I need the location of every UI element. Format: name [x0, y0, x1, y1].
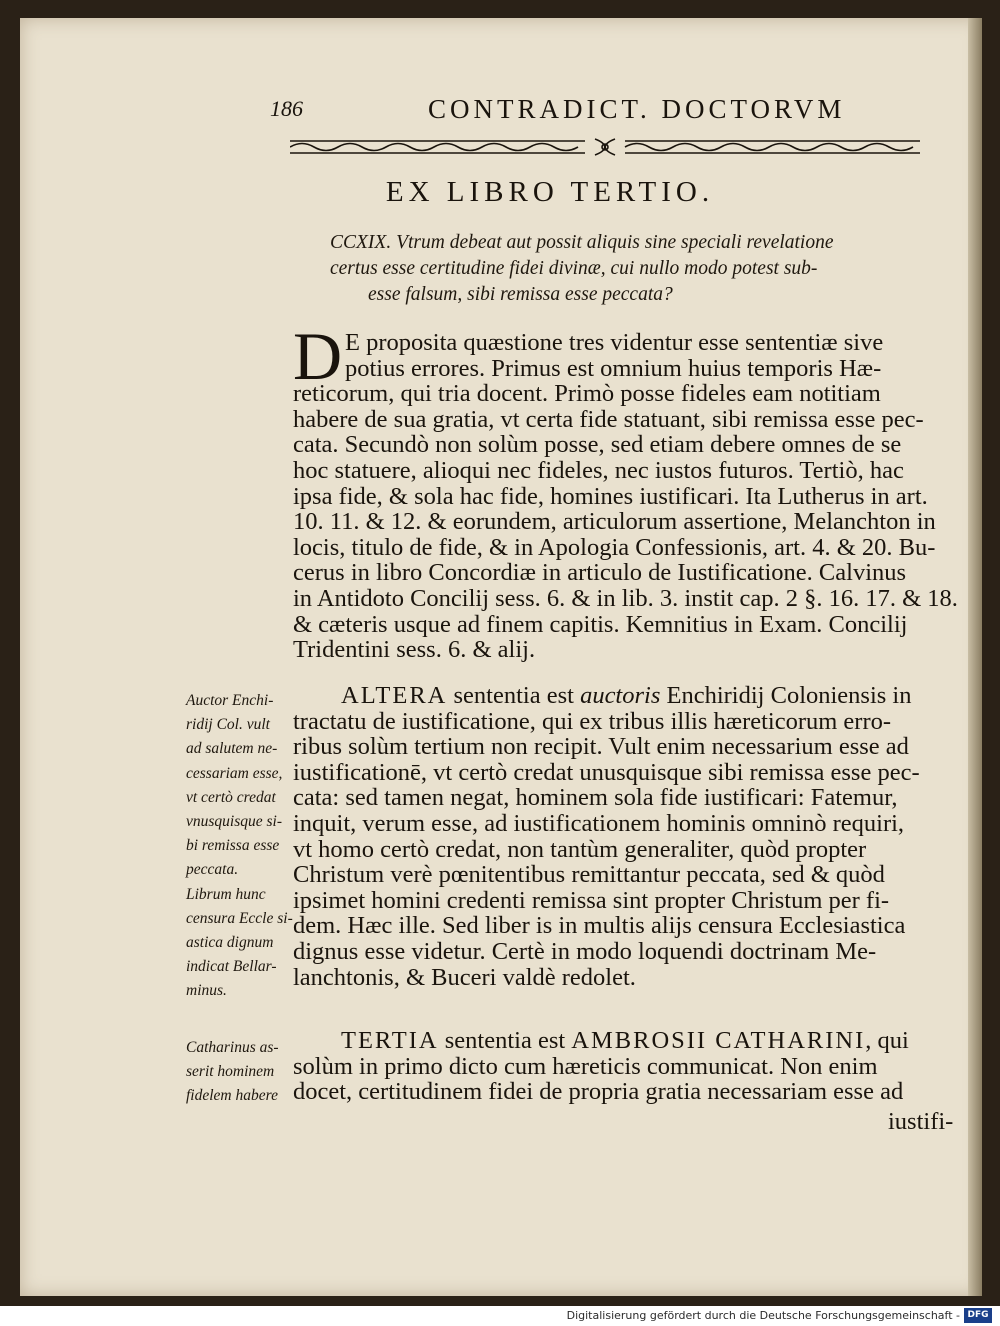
marginal-line: astica dignum [186, 934, 274, 952]
page-edge [968, 18, 982, 1296]
marginal-line: minus. [186, 982, 227, 1000]
dfg-logo: DFG [964, 1308, 992, 1323]
marginal-line: cessariam esse, [186, 764, 283, 782]
marginal-line: indicat Bellar- [186, 958, 277, 976]
text-line: reticorum, qui tria docent. Primò posse fideles eam notitiam [293, 380, 881, 408]
text-line: & cæteris usque ad finem capitis. Kemnitius in Exam. Concilij [293, 610, 908, 638]
paragraph-3 [293, 1028, 955, 1105]
marginal-line: Auctor Enchi- [186, 692, 274, 709]
text-line: potius errores. Primus est omnium huius temporis Hæ- [345, 354, 882, 382]
question-line: esse falsum, sibi remissa esse peccata? [368, 284, 673, 305]
text-line: iustificationē, vt certò credat unusquisque sibi remissa esse pec- [293, 758, 920, 786]
text-line: hoc statuere, alioqui nec fideles, nec iustos futuros. Tertiò, hac [293, 456, 904, 484]
footer-bar [0, 1306, 1000, 1326]
lead-text: Enchiridij Coloniensis in [660, 682, 912, 709]
text-line: cerus in libro Concordiæ in articulo de Iustificatione. Calvinus [293, 559, 907, 587]
author-name: AMBROSII CATHARINI [571, 1027, 866, 1054]
marginal-note-1 [186, 689, 294, 1004]
marginal-note-2 [186, 1036, 294, 1109]
text-line: dem. Hæc ille. Sed liber is in multis alijs censura Ecclesiastica [293, 912, 906, 940]
paragraph-2 [293, 683, 955, 990]
text-line: ribus solùm tertium non recipit. Vult enim necessarium esse ad [293, 733, 909, 761]
text-line: inquit, verum esse, ad iustificationem hominis omninò requiri, [293, 809, 905, 837]
drop-cap: D [293, 318, 343, 394]
running-title: CONTRADICT. DOCTORVM [428, 94, 846, 124]
text-line: ipsa fide, & sola hac fide, homines iustificari. Ita Lutherus in art. [293, 482, 928, 510]
text-line: tractatu de iustificatione, qui ex tribus illis hæreticorum erro- [293, 707, 892, 735]
text-line: Tridentini sess. 6. & alij. [293, 636, 536, 664]
text-line: docet, certitudinem fidei de propria gratia necessariam esse ad [293, 1078, 904, 1106]
marginal-line: ridij Col. vult [186, 716, 270, 734]
marginal-line: Catharinus as- [186, 1039, 279, 1056]
lead-word: TERTIA [341, 1027, 439, 1054]
paragraph-2-lead-line [293, 683, 955, 709]
text-line: in Antidoto Concilij sess. 6. & in lib. 3. instit cap. 2 §. 16. 17. & 18. [293, 584, 958, 612]
section-heading: EX LIBRO TERTIO. [385, 176, 715, 208]
catchword: iustifi- [888, 1108, 954, 1135]
question-text [330, 230, 910, 308]
ornamental-rule [290, 136, 920, 158]
text-line: vt homo certò credat, non tantùm generaliter, quòd propter [293, 835, 867, 863]
text-line: habere de sua gratia, vt certa fide statuant, sibi remissa esse pec- [293, 405, 924, 433]
marginal-line: censura Eccle si- [186, 909, 293, 927]
text-line: locis, titulo de fide, & in Apologia Confessionis, art. 4. & 20. Bu- [293, 533, 936, 561]
marginal-line: vt certò credat [186, 788, 276, 806]
paragraph-1 [293, 329, 958, 664]
marginal-line: serit hominem [186, 1063, 275, 1081]
text-line: E proposita quæstione tres videntur esse sententiæ sive [345, 329, 884, 356]
lead-text: sententia est [447, 682, 581, 709]
lead-word: ALTERA [341, 682, 448, 709]
footer-credit: Digitalisierung gefördert durch die Deutsche Forschungsgemeinschaft - [566, 1309, 960, 1322]
marginal-line: fidelem habere [186, 1087, 278, 1105]
paragraph-3-lead-line [293, 1028, 955, 1054]
text-line: 10. 11. & 12. & eorundem, articulorum assertione, Melanchton in [293, 508, 936, 536]
text-line: ipsimet homini credenti remissa sint propter Christum per fi- [293, 886, 890, 914]
marginal-line: peccata. [186, 861, 239, 879]
marginal-line: ad salutem ne- [186, 740, 278, 758]
question-line: CCXIX. Vtrum debeat aut possit aliquis sine speciali revelatione [330, 232, 834, 253]
lead-text: sententia est [438, 1027, 572, 1054]
text-line: cata: sed tamen negat, hominem sola fide iustificari: Fatemur, [293, 784, 898, 812]
text-line: lanchtonis, & Buceri valdè redolet. [293, 963, 636, 991]
text-line: solùm in primo dicto cum hæreticis communicat. Non enim [293, 1052, 878, 1080]
lead-text: , qui [865, 1027, 909, 1054]
text-line: cata. Secundò non solùm posse, sed etiam debere omnes de se [293, 431, 902, 459]
marginal-line: bi remissa esse [186, 837, 280, 855]
marginal-line: vnusquisque si- [186, 813, 283, 831]
page-number: 186 [270, 96, 303, 121]
question-line: certus esse certitudine fidei divinæ, cui nullo modo potest sub- [330, 258, 818, 279]
text-line: Christum verè pœnitentibus remittantur peccata, sed & quòd [293, 861, 885, 889]
text-line: dignus esse videtur. Certè in modo loquendi doctrinam Me- [293, 937, 877, 965]
running-head [270, 96, 910, 130]
lead-italic: auctoris [580, 682, 661, 709]
marginal-line: Librum hunc [186, 885, 266, 903]
